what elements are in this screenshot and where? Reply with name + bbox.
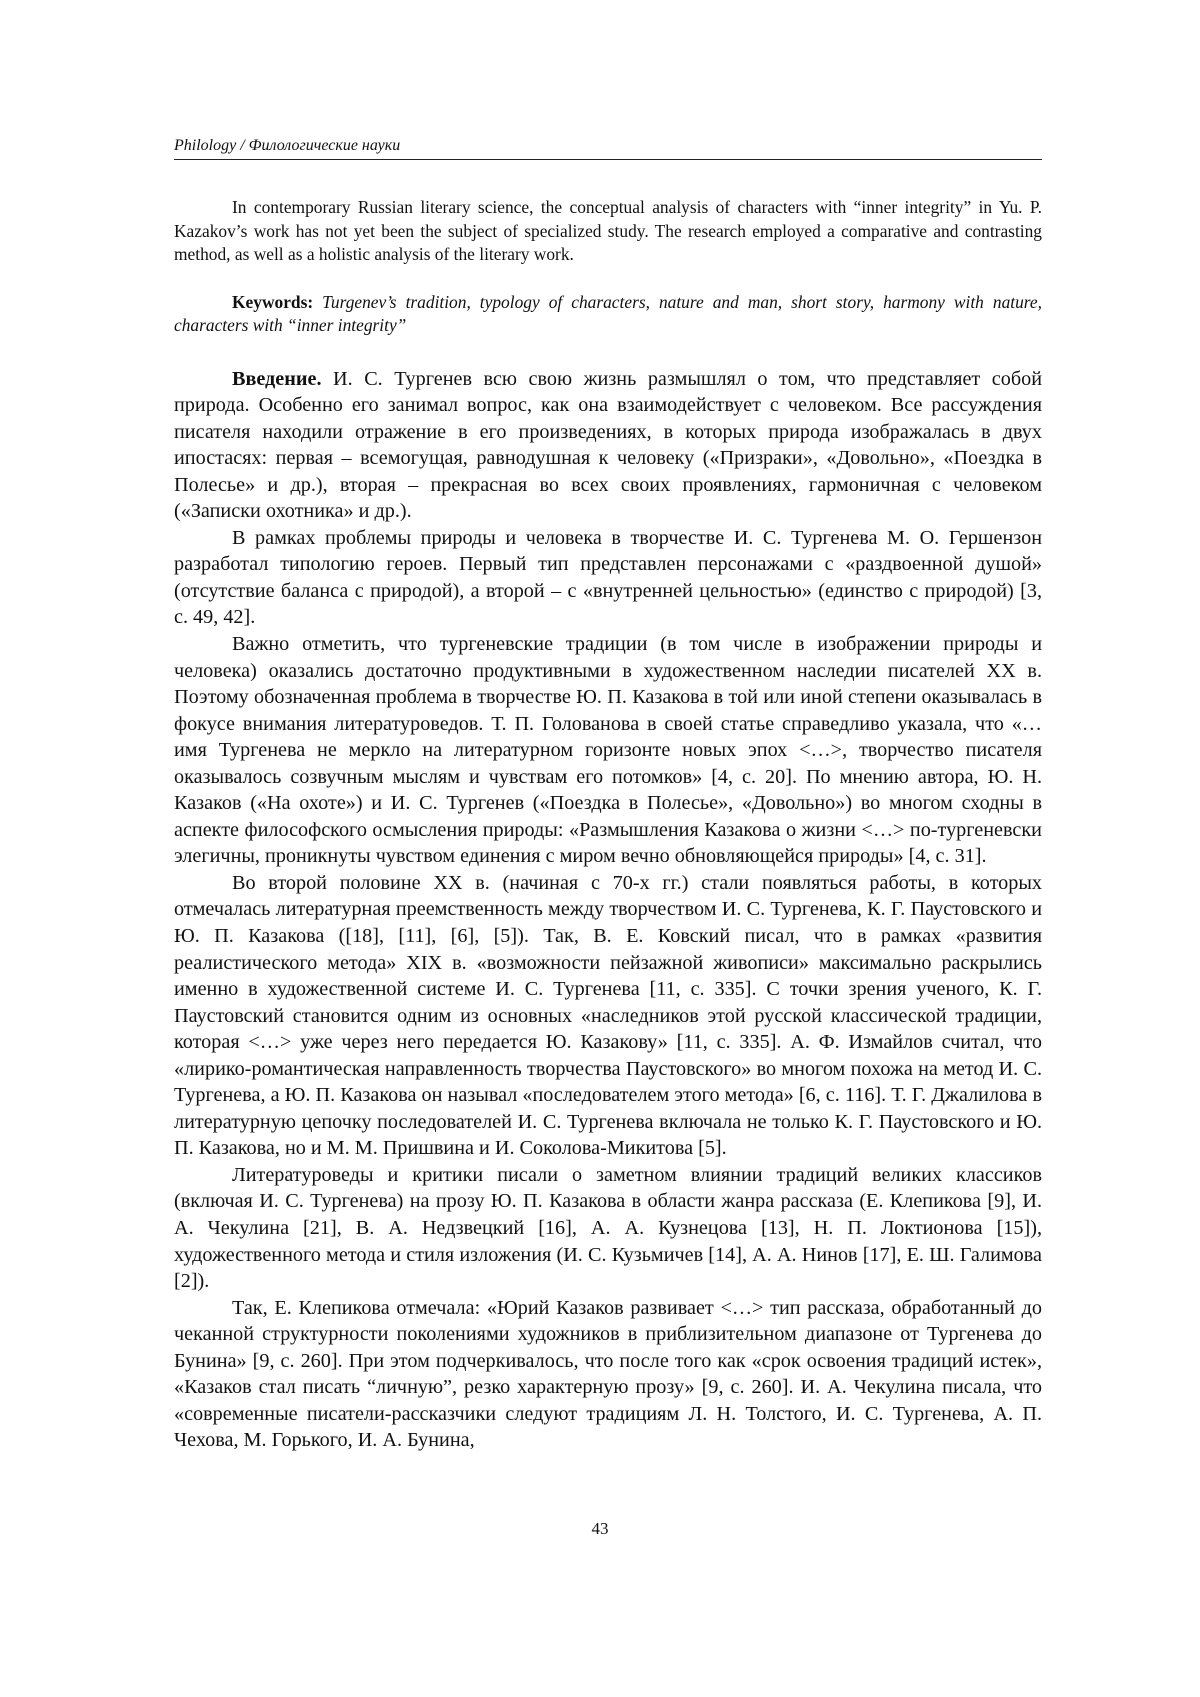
body-paragraph: Важно отметить, что тургеневские традиции (в том числе в изображении природы и человека) оказались достаточно продуктивными в художественном наследии писателей ХХ в. Поэтому обозначенная проблема в творчестве Ю. П. Казакова в той или иной степени оказывалась в фокусе внимания литературоведов. Т. П. Голованова в своей статье справедливо указала, что «… имя Тургенева не меркло на литературном горизонте новых эпох <…>, творчество писателя оказывалось созвучным мыслям и чувствам его потомков» [4, с. 20]. По мнению автора, Ю. Н. Казаков («На охоте») и И. С. Тургенев («Поездка в Полесье», «Довольно») во многом сходны в аспекте философского осмысления природы: «Размышления Казакова о жизни <…> по-тургеневски элегичны, проникнуты чувством единения с миром вечно обновляющейся природы» [4, с. 31].	[174, 632, 1042, 868]
body-paragraph: В рамках проблемы природы и человека в творчестве И. С. Тургенева М. О. Гершензон разработал типологию героев. Первый тип представлен персонажами с «раздвоенной душой» (отсутствие баланса с природой), а второй – с «внутренней цельностью» (единство с природой) [3, с. 49, 42].	[174, 526, 1042, 629]
keywords-paragraph	[174, 291, 1042, 338]
intro-heading: Введение.	[232, 367, 322, 390]
article-body	[174, 366, 1042, 1454]
keywords-label: Keywords:	[232, 291, 314, 312]
body-paragraph: Литературоведы и критики писали о заметном влиянии традиций великих классиков (включая И. С. Тургенева) на прозу Ю. П. Казакова в области жанра рассказа (Е. Клепикова [9], И. А. Чекулина [21], В. А. Недзвецкий [16], А. А. Кузнецова [13], Н. П. Локтионова [15]), художественного метода и стиля изложения (И. С. Кузьмичев [14], А. А. Нинов [17], Е. Ш. Галимова [2]).	[174, 1163, 1042, 1293]
page-content	[174, 135, 1042, 1454]
keywords-text: Turgenev’s tradition, typology of characters, nature and man, short story, harmony with nature, characters with “inner integrity”	[174, 291, 1042, 335]
abstract-paragraph: In contemporary Russian literary science, the conceptual analysis of characters with “inner integrity” in Yu. P. Kazakov’s work has not yet been the subject of specialized study. The research employed a comparative and contrasting method, as well as a holistic analysis of the literary work.	[174, 197, 1042, 264]
body-paragraph-intro	[174, 366, 1042, 525]
page-number: 43	[591, 1519, 609, 1538]
body-paragraph: Так, Е. Клепикова отмечала: «Юрий Казаков развивает <…> тип рассказа, обработанный до чеканной структурности поколениями художников в приблизительном диапазоне от Тургенева до Бунина» [9, с. 260]. При этом подчеркивалось, что после того как «срок освоения традиций истек», «Казаков стал писать “личную”, резко характерную прозу» [9, с. 260]. И. А. Чекулина писала, что «современные писатели-рассказчики следуют традициям Л. Н. Толстого, И. С. Тургенева, А. П. Чехова, М. Горького, И. А. Бунина,	[174, 1296, 1042, 1452]
intro-text: И. С. Тургенев всю свою жизнь размышлял о том, что представляет собой природа. Особенно его занимал вопрос, как она взаимодействует с человеком. Все рассуждения писателя находили отражение в его произведениях, в которых природа изображалась в двух ипостасях: первая – всемогущая, равнодушная к человеку («Призраки», «Довольно», «Поездка в Полесье» и др.), вторая – прекрасная во всех своих проявлениях, гармоничная с человеком («Записки охотника» и др.).	[174, 367, 1042, 523]
body-paragraph: Во второй половине ХХ в. (начиная с 70-х гг.) стали появляться работы, в которых отмечалась литературная преемственность между творчеством И. С. Тургенева, К. Г. Паустовского и Ю. П. Казакова ([18], [11], [6], [5]). Так, В. Е. Ковский писал, что в рамках «развития реалистического метода» XIX в. «возможности пейзажной живописи» максимально раскрылись именно в художественной системе И. С. Тургенева [11, с. 335]. С точки зрения ученого, К. Г. Паустовский становится одним из основных «наследников этой русской классической традиции, которая <…> уже через него передается Ю. Казакову» [11, с. 335]. А. Ф. Измайлов считал, что «лирико-романтическая направленность творчества Паустовского» во многом похожа на метод И. С. Тургенева, а Ю. П. Казакова он называл «последователем этого метода» [6, с. 116]. Т. Г. Джалилова в литературную цепочку последователей И. С. Тургенева включала не только К. Г. Паустовского и Ю. П. Казакова, но и М. М. Пришвина и И. Соколова-Микитова [5].	[174, 871, 1042, 1160]
running-head: Philology / Филологические науки	[174, 135, 1042, 160]
